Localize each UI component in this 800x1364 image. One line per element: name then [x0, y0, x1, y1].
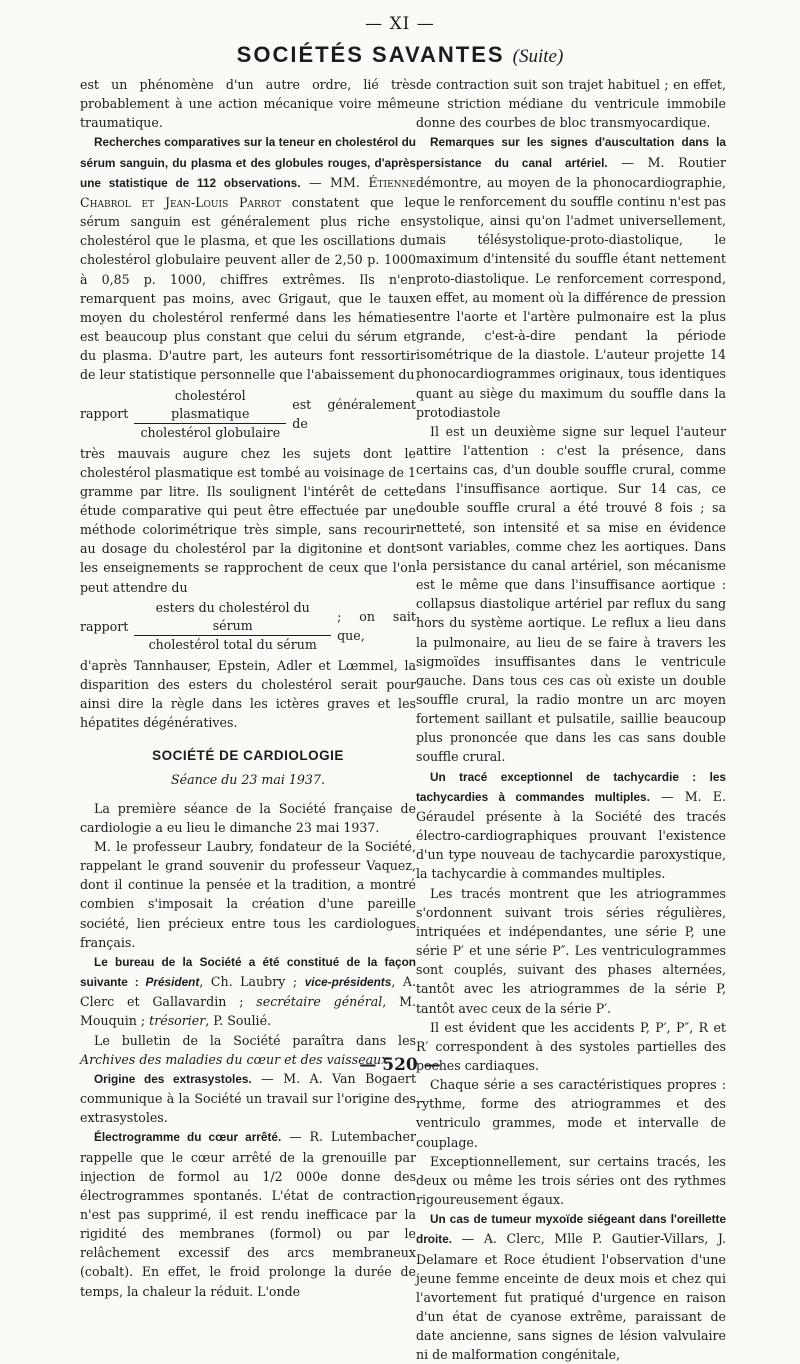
fraction-denominator: cholestérol globulaire: [140, 424, 281, 440]
fraction-numerator: cholestérol plasmatique: [134, 387, 286, 424]
bureau-paragraph: [80, 952, 416, 1031]
paragraph: est un phénomène d'un autre ordre, lié très probablement à une action mécanique voire même traumatique.: [80, 77, 416, 131]
page-number: — 520 —: [359, 1055, 441, 1075]
paragraph: d'après Tannhauser, Epstein, Adler et Lœmmel, la disparition des esters du cholestérol serait pour ainsi dire la règle dans les ictères graves et les hépatites dégénératives.: [80, 657, 416, 731]
abstract-text: constatent que le sérum sanguin est généralement plus riche en cholestérol que le plasma, et que les oscillations du cholestérol globulaire peuvent aller de 2,50 p. 1000 à 0,85 p. 1000, chiffres extrêmes. Ils n'en remarquent pas moins, avec Grigaut, que le taux moyen du cholestérol renfermé dans les hématies est beaucoup plus constant que celui du sérum et du plasma. D'autre part, les auteurs font ressortir de leur statistique personnelle que l'abaissement du: [80, 194, 416, 383]
abstract-text: — A. Clerc, Mlle P. Gautier-Villars, J. Delamare et Roce étudient l'observation d'une jeune femme enceinte de deux mois et chez qui l'avortement fut pratiqué d'urgence en raison d'un état de cyanose extrême, paraissant de date ancienne, sans signes de lésion valvulaire ni de malformation congénitale,: [416, 1231, 726, 1363]
text: , A. Clerc et Gallavardin ;: [80, 974, 416, 1010]
authors: Étienne Chabrol et Jean-Louis Parrot: [80, 174, 416, 210]
abstract-tumeur: [416, 1209, 726, 1364]
dash: — MM.: [300, 174, 369, 190]
abstract-auscultation: [416, 132, 726, 421]
abstract-text: — R. Lutembacher rappelle que le cœur arrêté de la grenouille par injection de formol au 1/2 000e donne des électrogrammes spontanés. L'état de contraction n'est pas supprimé, il est rendu inefficace par la rigidité des membranes (formol) ou par le relâchement excessif des arcs membraneux (cobalt). En effet, le froid prolonge la durée de temps, la chaleur la réduit. L'onde: [80, 1129, 416, 1299]
fraction-tail: est généralement de: [292, 396, 416, 431]
abstract-title: Recherches comparatives sur la teneur en cholestérol du sérum sanguin, du plasma et des globules rouges, d'après une statistique de 112 observations.: [80, 135, 416, 190]
text: , P. Soulié.: [205, 1013, 272, 1029]
abstract-text: — M. Routier démontre, au moyen de la phonocardiographie, que le renforcement du souffle continu n'est pas systolique, ainsi qu'on l'admet universellement, mais télésystolique-proto-diastolique, le maximum d'intensité du souffle étant nettement proto-diastolique. Le renforcement correspond, en effet, au moment où la différence de pression entre l'aorte et l'artère pulmonaire est la plus grande, c'est-à-dire pendant la période isométrique de la diastole. L'auteur projette 14 phonocardiogrammes originaux, tous identiques quant au siège du maximum du souffle dans la protodiastole: [416, 154, 726, 420]
role-vice-presidents: vice-présidents: [304, 975, 392, 990]
header-page-roman: — XI —: [365, 14, 435, 34]
role-president: Président: [145, 975, 200, 990]
abstract-title: Un tracé exceptionnel de tachycardie : les tachycardies à commandes multiples.: [416, 769, 726, 804]
paragraph: très mauvais augure chez les sujets dont le cholestérol plasmatique est tombé au voisinage de 1 gramme par litre. Ils soulignent l'intérêt de cette étude comparative qui peut être effectuée par une méthode colorimétrique très simple, sans recourir au dosage du cholestérol par la digitonine et dont les enseignements se rapprochent de ceux que l'on peut attendre du: [80, 445, 416, 595]
paragraph: de contraction suit son trajet habituel ; en effet, une striction médiane du ventricule immobile donne des courbes de bloc transmyocardique.: [416, 77, 726, 131]
left-column: [80, 75, 416, 1301]
paragraph: Il est évident que les accidents P, P′, P″, R et R′ correspondent à des systoles partielles des poches cardiaques.: [416, 1019, 726, 1073]
role-treasurer: trésorier: [149, 1013, 206, 1029]
abstract-text: — M. E. Géraudel présente à la Société des tracés électro-cardiographiques prouvant l'existence d'un type nouveau de tachycardie paroxystique, la tachycardie à commandes multiples.: [416, 788, 727, 882]
abstract-tachycardie: [416, 767, 726, 884]
paragraph: Il est un deuxième signe sur lequel l'auteur attire l'attention : c'est la présence, dans certains cas, d'un double souffle crural, comme dans l'insuffisance aortique. Sur 14 cas, ce double souffle crural a été trouvé 8 fois ; sa netteté, son intensité et sa mise en évidence sont variables, comme chez les aortiques. Dans la persistance du canal artériel, son mécanisme est le même que dans l'insuffisance aortique : collapsus diastolique artériel par reflux du sang hors du système aortique. Le reflux a lieu dans la pulmonaire, au lieu de se faire à travers les sigmoïdes insuffisantes dans le ventricule gauche. Dans tous ces cas où existe un double souffle crural, la radio montre un arc moyen fortement saillant et pulsatile, saillie beaucoup plus prononcée que dans les cas sans double souffle crural.: [416, 423, 726, 765]
abstract-title: Électrogramme du cœur arrêté.: [94, 1130, 282, 1145]
paragraph: M. le professeur Laubry, fondateur de la Société, rappelant le grand souvenir du professeur Vaquez, dont il continue la pensée et la tradition, a montré combien s'imposait la création d'une pareille société, lien précieux entre tous les cardiologues français.: [80, 839, 416, 950]
abstract-title: Origine des extrasystoles.: [94, 1071, 252, 1086]
abstract-electrogramme: [80, 1127, 416, 1300]
page-title: [0, 42, 800, 68]
fraction-numerator: esters du cholestérol du sérum: [134, 599, 331, 636]
abstract-title: Remarques sur les signes d'auscultation dans la persistance du canal artériel.: [416, 135, 726, 170]
abstract-cholesterol: [80, 132, 416, 384]
section-title: SOCIÉTÉ DE CARDIOLOGIE: [152, 748, 344, 764]
right-column: [416, 75, 726, 1364]
journal-name: Archives des maladies du cœur et des vaisseaux.: [80, 1051, 393, 1067]
role-secretary: secrétaire général: [256, 994, 383, 1010]
abstract-title: Un cas de tumeur myxoïde siégeant dans l'oreillette droite.: [416, 1212, 726, 1247]
paragraph: Chaque série a ses caractéristiques propres : rythme, forme des atriogrammes et des ventriculo grammes, mode et intervalle de couplage.: [416, 1077, 726, 1150]
fraction-ratio-2: [80, 599, 416, 654]
text: , M. Mouquin ;: [80, 994, 417, 1029]
bureau-intro: Le bureau de la Société a été constitué de la façon suivante :: [80, 954, 416, 990]
paragraph: La première séance de la Société française de cardiologie a eu lieu le dimanche 23 mai 1937.: [80, 800, 416, 835]
fraction-ratio-1: [80, 387, 416, 442]
fraction-label: rapport: [80, 618, 129, 634]
abstract-text: — M. A. Van Bogaert communique à la Société un travail sur l'origine des extrasystoles.: [80, 1070, 417, 1126]
fraction-denominator: cholestérol total du sérum: [148, 636, 317, 652]
text: Le bulletin de la Société paraîtra dans les: [94, 1032, 416, 1048]
page-title-main: SOCIÉTÉS SAVANTES: [236, 42, 505, 67]
paragraph: Exceptionnellement, sur certains tracés, les deux ou même les trois séries ont des rythmes rigoureusement égaux.: [416, 1153, 726, 1208]
text: , Ch. Laubry ;: [199, 974, 305, 990]
abstract-extrasystoles: [80, 1069, 416, 1127]
page-title-suite: (Suite): [512, 46, 564, 67]
fraction-tail: ; on sait que,: [337, 609, 416, 644]
paragraph: Les tracés montrent que les atriogrammes s'ordonnent suivant trois séries régulières, intriquées et indépendantes, une série P, une série P′ et une série P″. Les ventriculogrammes sont couplés, suivant des phases alternées, tantôt avec les atriogrammes de la série P, tantôt avec ceux de la série P′.: [416, 885, 726, 1016]
session-date: Séance du 23 mai 1937.: [171, 771, 325, 787]
fraction-label: rapport: [80, 406, 129, 422]
